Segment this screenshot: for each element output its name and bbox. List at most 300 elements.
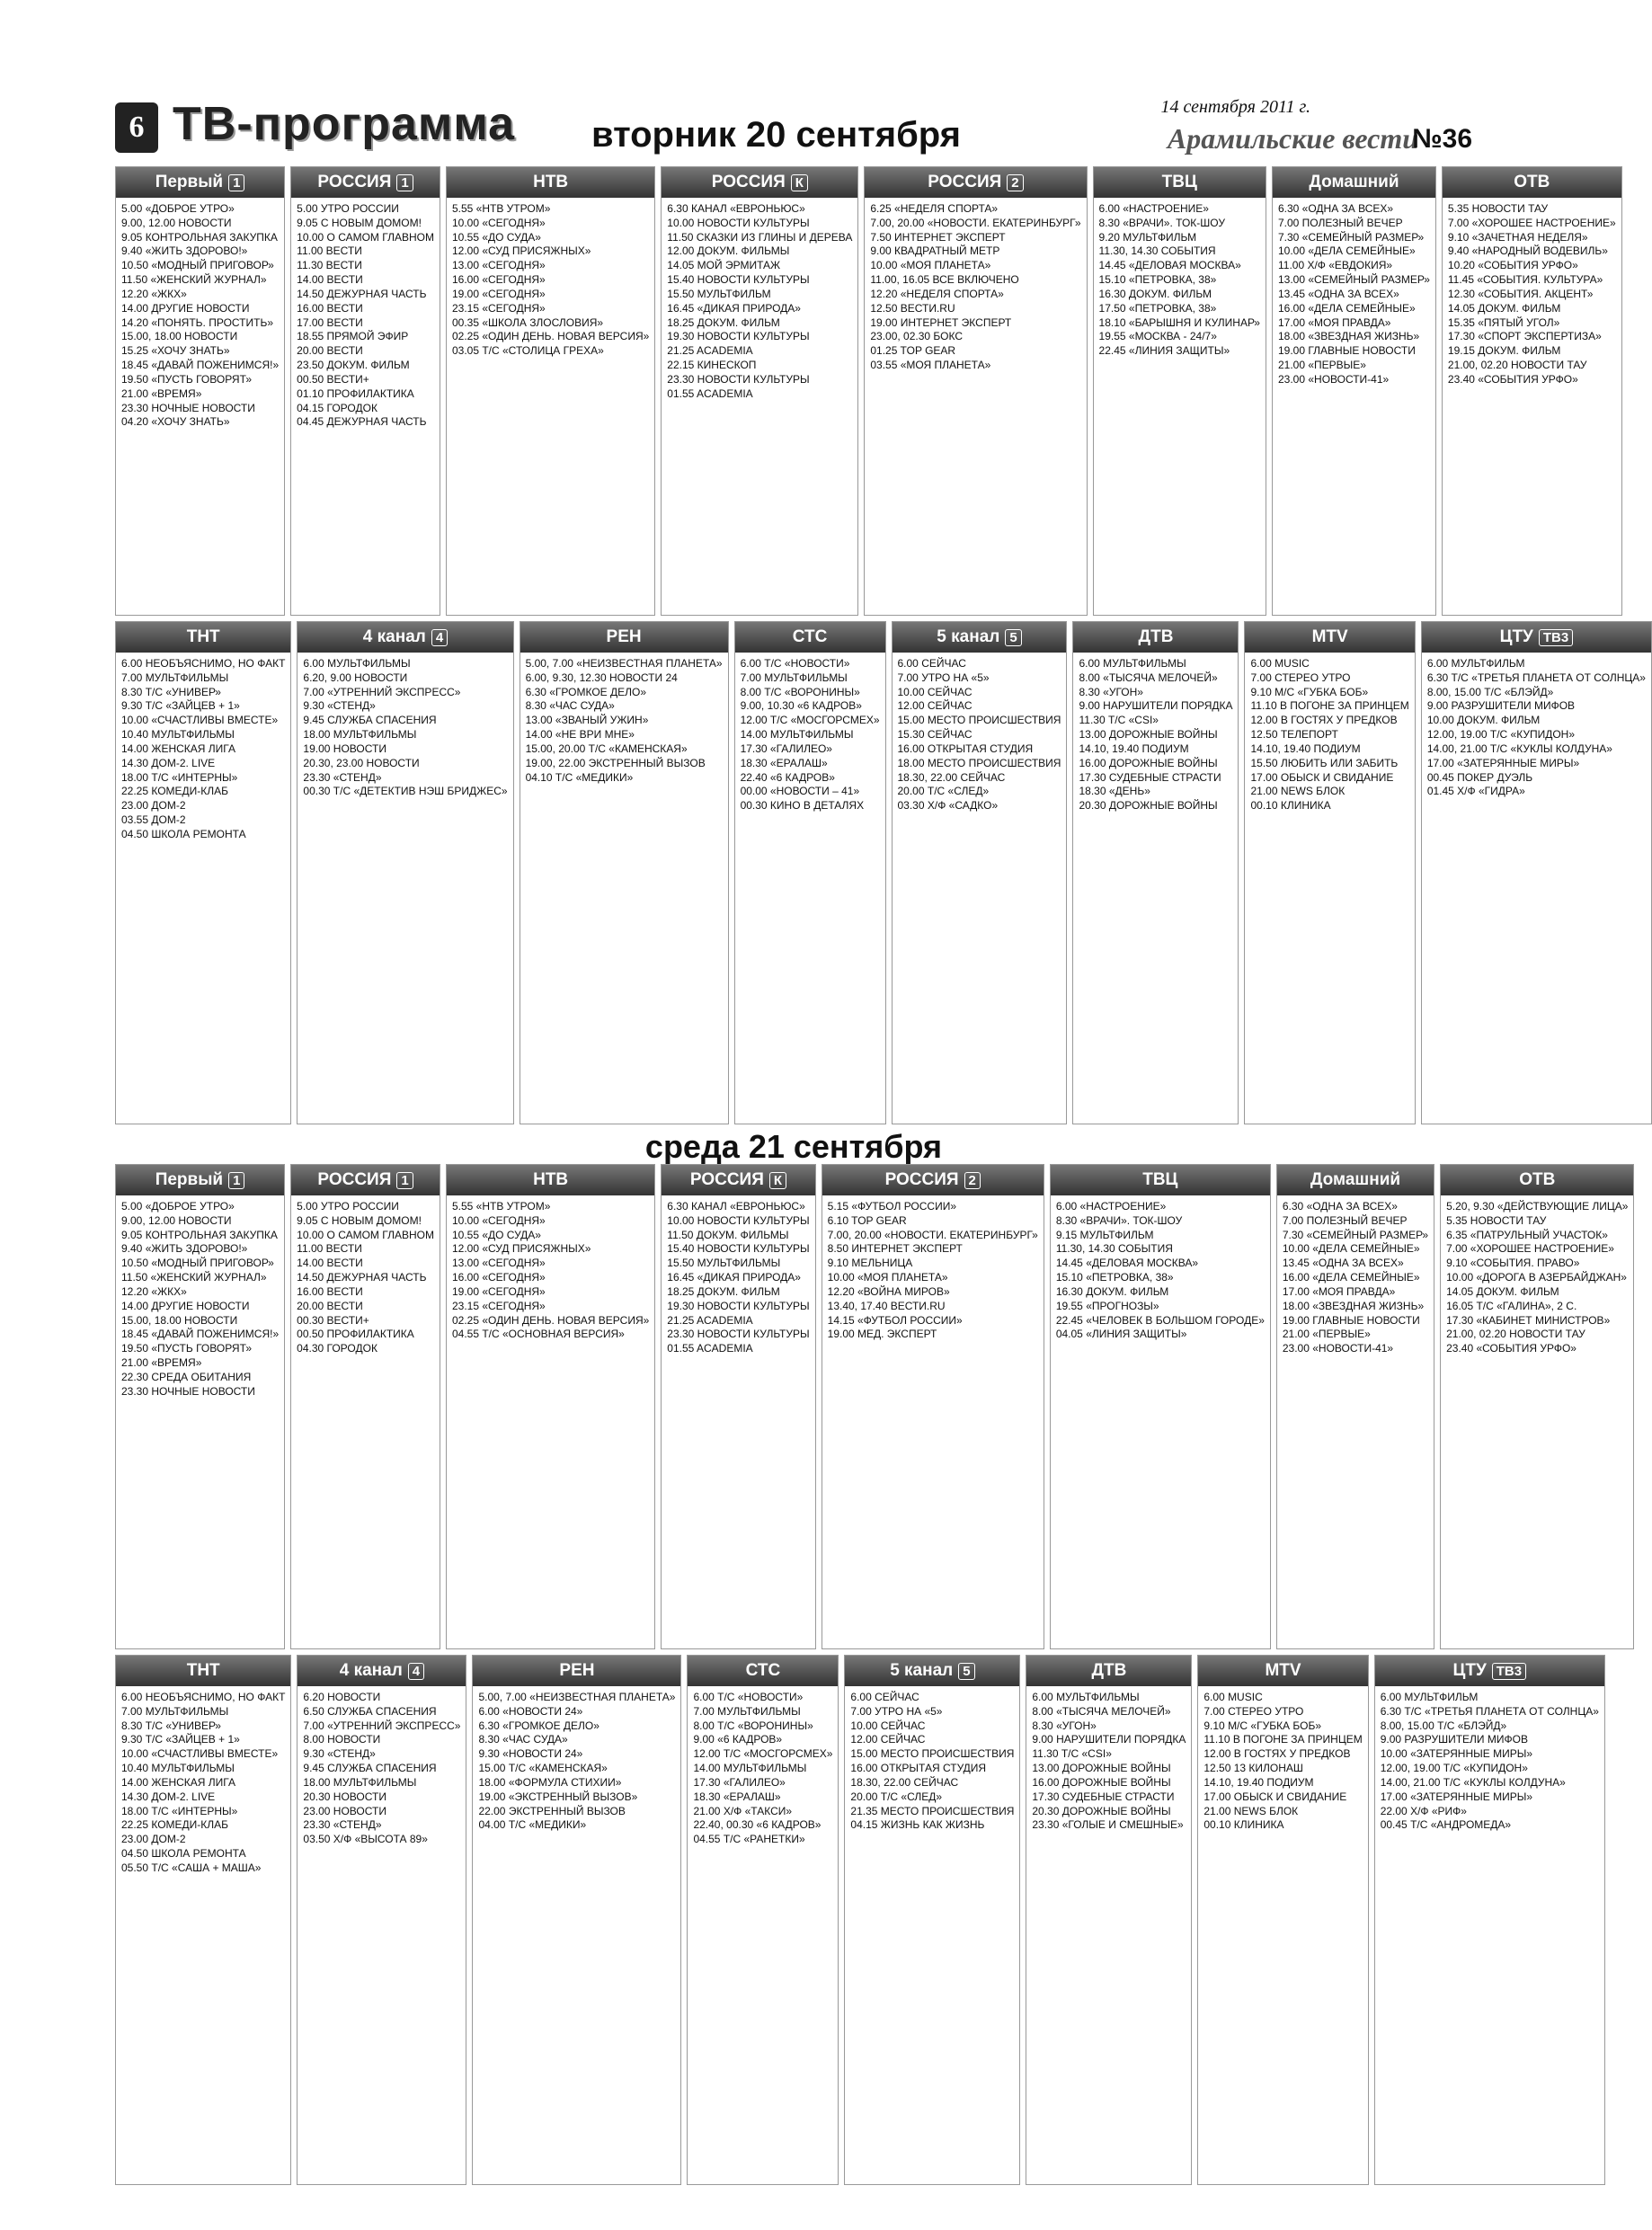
- program-list: [1051, 1195, 1270, 1346]
- program-list: [1375, 1686, 1604, 1837]
- program-item: 17.00 «ЗАТЕРЯННЫЕ МИРЫ»: [1380, 1790, 1533, 1803]
- program-item: 19.50 «ПУСТЬ ГОВОРЯТ»: [121, 1342, 253, 1355]
- program-item: 16.00 «СЕГОДНЯ»: [451, 273, 546, 287]
- program-item: 12.50 ВЕСТИ.RU: [870, 301, 955, 315]
- program-item: 16.00 ДОРОЖНЫЕ ВОЙНЫ: [1032, 1775, 1171, 1789]
- channel-logo: 1: [396, 1172, 413, 1189]
- program-item: 18.25 ДОКУМ. ФИЛЬМ: [667, 315, 780, 329]
- program-item: 23.30 «СТЕНД»: [303, 770, 382, 784]
- program-item: 15.40 НОВОСТИ КУЛЬТУРЫ: [667, 1242, 810, 1256]
- channel-name: РОССИЯ: [928, 173, 1002, 191]
- program-list: [893, 653, 1067, 818]
- channel-name: ТВЦ: [1161, 173, 1197, 191]
- program-item: 10.00 «МОЯ ПЛАНЕТА»: [827, 1271, 948, 1284]
- program-item: 14.00 «НЕ ВРИ МНЕ»: [525, 728, 635, 742]
- program-item: 11.00 Х/Ф «ЕВДОКИЯ»: [1277, 259, 1393, 272]
- program-item: 21.00 «ПЕРВЫЕ»: [1282, 1328, 1371, 1341]
- channel-column: [687, 1655, 839, 2185]
- program-item: 8.30 «ЧАС СУДА»: [478, 1733, 568, 1746]
- program-item: 16.30 ДОКУМ. ФИЛЬМ: [1055, 1284, 1169, 1298]
- program-item: 7.00 «УТРЕННИЙ ЭКСПРЕСС»: [303, 685, 461, 698]
- program-item: 17.00 «МОЯ ПРАВДА»: [1282, 1284, 1396, 1298]
- program-item: 22.00 ЭКСТРЕННЫЙ ВЫЗОВ: [478, 1804, 626, 1817]
- program-item: 23.40 «СОБЫТИЯ УРФО»: [1446, 1342, 1577, 1355]
- program-item: 12.50 13 КИЛОНАШ: [1203, 1762, 1303, 1775]
- program-item: 04.10 Т/С «МЕДИКИ»: [525, 770, 634, 784]
- program-item: 14.10, 19.40 ПОДИУМ: [1203, 1775, 1314, 1789]
- program-item: 6.00 «НАСТРОЕНИЕ»: [1055, 1200, 1167, 1213]
- program-item: 7.00 МУЛЬТФИЛЬМЫ: [693, 1704, 801, 1718]
- program-item: 02.25 «ОДИН ДЕНЬ. НОВАЯ ВЕРСИЯ»: [451, 330, 650, 343]
- program-item: 15.35 «ПЯТЫЙ УГОЛ»: [1447, 315, 1560, 329]
- program-item: 6.00 MUSIC: [1203, 1691, 1263, 1703]
- program-item: 22.45 «ЧЕЛОВЕК В БОЛЬШОМ ГОРОДЕ»: [1055, 1313, 1265, 1327]
- program-item: 7.00 МУЛЬТФИЛЬМЫ: [740, 671, 848, 684]
- program-item: 10.40 МУЛЬТФИЛЬМЫ: [121, 728, 235, 742]
- program-item: 7.00 СТЕРЕО УТРО: [1250, 671, 1351, 684]
- program-item: 9.40 «ЖИТЬ ЗДОРОВО!»: [121, 244, 248, 258]
- program-item: 13.45 «ОДНА ЗА ВСЕХ»: [1282, 1257, 1404, 1270]
- program-item: 23.30 НОЧНЫЕ НОВОСТИ: [121, 1384, 255, 1398]
- program-item: 10.00 О САМОМ ГЛАВНОМ: [297, 230, 434, 244]
- channels-grid-bottom: [115, 1655, 1599, 2185]
- day-title-wednesday: среда 21 сентября: [633, 1128, 955, 1165]
- program-item: 11.30 Т/С «CSI»: [1032, 1747, 1112, 1761]
- program-item: 03.30 Х/Ф «САДКО»: [897, 799, 999, 813]
- page-number: 6: [115, 102, 158, 153]
- program-item: 5.00 УТРО РОССИИ: [297, 202, 399, 215]
- program-item: 20.30 ДОРОЖНЫЕ ВОЙНЫ: [1032, 1804, 1171, 1817]
- channel-column: [446, 166, 655, 616]
- program-item: 14.15 «ФУТБОЛ РОССИИ»: [827, 1313, 963, 1327]
- program-item: 9.30 Т/С «ЗАЙЦЕВ + 1»: [121, 699, 240, 713]
- channel-logo: 4: [431, 629, 448, 646]
- program-item: 10.00 «МОЯ ПЛАНЕТА»: [870, 259, 991, 272]
- program-item: 18.00 Т/С «ИНТЕРНЫ»: [121, 1804, 238, 1817]
- program-item: 20.00 Т/С «СЛЕД»: [850, 1790, 943, 1803]
- channel-header: [116, 1656, 290, 1686]
- program-item: 9.30 «СТЕНД»: [303, 699, 376, 713]
- program-item: 14.45 «ДЕЛОВАЯ МОСКВА»: [1055, 1257, 1199, 1270]
- program-item: 5.35 НОВОСТИ ТАУ: [1446, 1213, 1547, 1227]
- program-item: 14.00 ВЕСТИ: [297, 273, 363, 287]
- program-item: 5.15 «ФУТБОЛ РОССИИ»: [827, 1200, 957, 1213]
- program-item: 10.00 О САМОМ ГЛАВНОМ: [297, 1228, 434, 1241]
- program-item: 19.00 МЕД. ЭКСПЕРТ: [827, 1328, 937, 1341]
- program-item: 15.00, 18.00 НОВОСТИ: [121, 1313, 238, 1327]
- program-item: 10.00 «СЕГОДНЯ»: [451, 1213, 546, 1227]
- channel-name: РЕН: [559, 1661, 595, 1680]
- channel-logo: ТВ3: [1539, 629, 1573, 646]
- channel-logo: ТВ3: [1492, 1663, 1526, 1680]
- channel-column: [1421, 621, 1652, 1124]
- program-item: 20.00 ВЕСТИ: [297, 344, 363, 358]
- program-item: 9.00 КВАДРАТНЫЙ МЕТР: [870, 244, 1000, 258]
- program-item: 12.00 «СУД ПРИСЯЖНЫХ»: [451, 1242, 591, 1256]
- program-item: 9.00, 10.30 «6 КАДРОВ»: [740, 699, 862, 713]
- program-item: 8.30 «УГОН»: [1032, 1719, 1097, 1732]
- program-item: 5.20, 9.30 «ДЕЙСТВУЮЩИЕ ЛИЦА»: [1446, 1200, 1629, 1213]
- section-title: ТВ-программа: [173, 98, 516, 150]
- program-item: 00.30 ВЕСТИ+: [297, 1313, 369, 1327]
- program-item: 11.00, 16.05 ВСЕ ВКЛЮЧЕНО: [870, 273, 1019, 287]
- program-item: 12.20 «ЖКХ»: [121, 287, 187, 300]
- program-item: 00.45 ПОКЕР ДУЭЛЬ: [1426, 770, 1533, 784]
- program-item: 01.55 ACADEMIA: [667, 1342, 753, 1355]
- channel-header: [473, 1656, 680, 1686]
- channel-logo: 1: [228, 174, 244, 191]
- program-item: 12.50 ТЕЛЕПОРТ: [1250, 728, 1338, 742]
- program-item: 6.00 МУЛЬТФИЛЬМЫ: [1079, 657, 1186, 670]
- channel-header: [1051, 1165, 1270, 1195]
- program-item: 00.10 КЛИНИКА: [1203, 1818, 1284, 1832]
- program-item: 16.00 «ДЕЛА СЕМЕЙНЫЕ»: [1277, 301, 1416, 315]
- program-item: 15.30 СЕЙЧАС: [897, 728, 973, 742]
- program-list: [1441, 1195, 1633, 1361]
- program-item: 00.35 «ШКОЛА ЗЛОСЛОВИЯ»: [451, 315, 604, 329]
- program-item: 8.30 «ВРАЧИ». ТОК-ШОУ: [1055, 1213, 1183, 1227]
- program-item: 15.00, 18.00 НОВОСТИ: [121, 330, 238, 343]
- program-item: 21.00 «ВРЕМЯ»: [121, 1356, 202, 1370]
- program-item: 9.05 КОНТРОЛЬНАЯ ЗАКУПКА: [121, 1228, 278, 1241]
- program-item: 11.10 В ПОГОНЕ ЗА ПРИНЦЕМ: [1203, 1733, 1363, 1746]
- day-title-tuesday: вторник 20 сентября: [591, 115, 962, 155]
- program-item: 9.00 «6 КАДРОВ»: [693, 1733, 783, 1746]
- program-item: 5.00 «ДОБРОЕ УТРО»: [121, 202, 235, 215]
- program-item: 20.30 ДОРОЖНЫЕ ВОЙНЫ: [1079, 799, 1218, 813]
- program-item: 18.00 Т/С «ИНТЕРНЫ»: [121, 770, 238, 784]
- program-list: [520, 653, 728, 789]
- program-item: 00.30 КИНО В ДЕТАЛЯХ: [740, 799, 865, 813]
- program-item: 6.30 «ОДНА ЗА ВСЕХ»: [1282, 1200, 1398, 1213]
- program-item: 13.00 «СЕГОДНЯ»: [451, 259, 546, 272]
- channel-header: [662, 167, 857, 198]
- channel-header: [1422, 622, 1651, 653]
- program-item: 03.05 Т/С «СТОЛИЦА ГРЕХА»: [451, 344, 604, 358]
- program-item: 04.05 «ЛИНИЯ ЗАЩИТЫ»: [1055, 1328, 1187, 1341]
- masthead: [115, 97, 1472, 160]
- channel-header: [822, 1165, 1044, 1195]
- program-item: 6.30 «ОДНА ЗА ВСЕХ»: [1277, 202, 1394, 215]
- program-item: 23.30 НОЧНЫЕ НОВОСТИ: [121, 401, 255, 414]
- channel-header: [1026, 1656, 1191, 1686]
- program-item: 9.20 МУЛЬТФИЛЬМ: [1098, 230, 1197, 244]
- program-item: 18.30, 22.00 СЕЙЧАС: [897, 770, 1006, 784]
- channel-header: [298, 622, 512, 653]
- channel-column: [115, 166, 285, 616]
- program-item: 16.30 ДОКУМ. ФИЛЬМ: [1098, 287, 1212, 300]
- program-item: 12.20 «ВОЙНА МИРОВ»: [827, 1284, 950, 1298]
- program-item: 11.50 «ЖЕНСКИЙ ЖУРНАЛ»: [121, 273, 267, 287]
- program-item: 13.45 «ОДНА ЗА ВСЕХ»: [1277, 287, 1399, 300]
- channel-header: [447, 167, 654, 198]
- program-item: 11.00 ВЕСТИ: [297, 1242, 362, 1256]
- program-item: 14.00 ЖЕНСКАЯ ЛИГА: [121, 742, 235, 755]
- program-item: 18.45 «ДАВАЙ ПОЖЕНИМСЯ!»: [121, 359, 280, 372]
- program-item: 10.00 «ДЕЛА СЕМЕЙНЫЕ»: [1282, 1242, 1420, 1256]
- channel-header: [447, 1165, 654, 1195]
- program-item: 6.50 СЛУЖБА СПАСЕНИЯ: [303, 1704, 437, 1718]
- program-item: 10.00 «СЧАСТЛИВЫ ВМЕСТЕ»: [121, 714, 279, 727]
- program-item: 11.45 «СОБЫТИЯ. КУЛЬТУРА»: [1447, 273, 1603, 287]
- program-item: 03.50 Х/Ф «ВЫСОТА 89»: [303, 1833, 428, 1846]
- program-list: [822, 1195, 1044, 1346]
- program-item: 04.45 ДЕЖУРНАЯ ЧАСТЬ: [297, 415, 427, 429]
- program-item: 20.00 Т/С «СЛЕД»: [897, 785, 990, 798]
- program-item: 7.00 ПОЛЕЗНЫЙ ВЕЧЕР: [1277, 216, 1403, 229]
- program-item: 14.30 ДОМ-2. LIVE: [121, 1790, 216, 1803]
- program-item: 7.50 ИНТЕРНЕТ ЭКСПЕРТ: [870, 230, 1006, 244]
- program-item: 8.00 Т/С «ВОРОНИНЫ»: [740, 685, 860, 698]
- program-item: 23.00 «НОВОСТИ-41»: [1282, 1342, 1394, 1355]
- channel-column: [115, 1655, 291, 2185]
- program-item: 9.10 М/С «ГУБКА БОБ»: [1250, 685, 1369, 698]
- program-list: [688, 1686, 838, 1852]
- program-item: 9.00, 12.00 НОВОСТИ: [121, 216, 232, 229]
- program-item: 04.30 ГОРОДОК: [297, 1342, 377, 1355]
- program-item: 13.00 «СЕГОДНЯ»: [451, 1257, 546, 1270]
- channel-name: 4 канал: [339, 1661, 403, 1680]
- program-item: 9.15 МУЛЬТФИЛЬМ: [1055, 1228, 1154, 1241]
- channel-column: [822, 1164, 1044, 1649]
- channel-name: РЕН: [606, 627, 642, 646]
- program-item: 7.00 МУЛЬТФИЛЬМЫ: [121, 671, 229, 684]
- program-item: 6.30 КАНАЛ «ЕВРОНЬЮС»: [667, 1200, 805, 1213]
- program-item: 10.50 «МОДНЫЙ ПРИГОВОР»: [121, 259, 274, 272]
- program-item: 17.00 «МОЯ ПРАВДА»: [1277, 315, 1391, 329]
- channel-header: [520, 622, 728, 653]
- program-item: 15.10 «ПЕТРОВКА, 38»: [1055, 1271, 1174, 1284]
- program-item: 14.00 ДРУГИЕ НОВОСТИ: [121, 301, 250, 315]
- channel-column: [297, 621, 513, 1124]
- channel-column: [864, 166, 1087, 616]
- program-item: 12.20 «НЕДЕЛЯ СПОРТА»: [870, 287, 1004, 300]
- program-list: [298, 1686, 466, 1852]
- channel-name: 5 канал: [890, 1661, 954, 1680]
- program-item: 16.00 «СЕГОДНЯ»: [451, 1271, 546, 1284]
- program-item: 17.30 «СПОРТ ЭКСПЕРТИЗА»: [1447, 330, 1602, 343]
- program-item: 18.00 «ЗВЕЗДНАЯ ЖИЗНЬ»: [1277, 330, 1420, 343]
- channel-name: ОТВ: [1519, 1170, 1556, 1189]
- program-item: 8.30 «ЧАС СУДА»: [525, 699, 615, 713]
- channel-column: [446, 1164, 655, 1649]
- program-list: [1273, 198, 1435, 392]
- program-item: 6.00 МУЛЬТФИЛЬМ: [1426, 657, 1525, 670]
- program-item: 7.30 «СЕМЕЙНЫЙ РАЗМЕР»: [1277, 230, 1425, 244]
- program-item: 19.30 НОВОСТИ КУЛЬТУРЫ: [667, 330, 810, 343]
- program-item: 16.00 ОТКРЫТАЯ СТУДИЯ: [850, 1762, 987, 1775]
- program-item: 12.00 Т/С «МОСГОРСМЕХ»: [693, 1747, 833, 1761]
- channel-header: [1094, 167, 1266, 198]
- program-item: 10.55 «ДО СУДА»: [451, 230, 541, 244]
- program-item: 14.10, 19.40 ПОДИУМ: [1250, 742, 1361, 755]
- program-item: 15.10 «ПЕТРОВКА, 38»: [1098, 273, 1217, 287]
- channel-name: MTV: [1265, 1661, 1301, 1680]
- program-list: [116, 1686, 290, 1880]
- program-item: 22.40, 00.30 «6 КАДРОВ»: [693, 1818, 822, 1832]
- program-item: 8.50 ИНТЕРНЕТ ЭКСПЕРТ: [827, 1242, 963, 1256]
- program-item: 6.20 НОВОСТИ: [303, 1691, 381, 1703]
- program-item: 21.25 ACADEMIA: [667, 344, 753, 358]
- channel-header: [688, 1656, 838, 1686]
- program-item: 6.30 «ГРОМКОЕ ДЕЛО»: [478, 1719, 600, 1732]
- program-item: 9.10 МЕЛЬНИЦА: [827, 1257, 913, 1270]
- channel-header: [116, 622, 290, 653]
- program-item: 10.00 «ЗАТЕРЯННЫЕ МИРЫ»: [1380, 1747, 1533, 1761]
- program-item: 10.55 «ДО СУДА»: [451, 1228, 541, 1241]
- program-item: 5.55 «НТВ УТРОМ»: [451, 1200, 551, 1213]
- channel-header: [291, 1165, 440, 1195]
- program-item: 19.00 НОВОСТИ: [303, 742, 386, 755]
- program-item: 23.30 «ГОЛЫЕ И СМЕШНЫЕ»: [1032, 1818, 1184, 1832]
- program-item: 16.00 ВЕСТИ: [297, 1284, 363, 1298]
- program-item: 17.00 «ЗАТЕРЯННЫЕ МИРЫ»: [1426, 756, 1580, 769]
- program-item: 04.20 «ХОЧУ ЗНАТЬ»: [121, 415, 230, 429]
- program-item: 9.10 «ЗАЧЕТНАЯ НЕДЕЛЯ»: [1447, 230, 1588, 244]
- program-item: 12.00 ДОКУМ. ФИЛЬМЫ: [667, 244, 790, 258]
- channel-column: [734, 621, 886, 1124]
- program-item: 5.00, 7.00 «НЕИЗВЕСТНАЯ ПЛАНЕТА»: [525, 657, 723, 670]
- program-item: 21.35 МЕСТО ПРОИСШЕСТВИЯ: [850, 1804, 1015, 1817]
- program-item: 14.10, 19.40 ПОДИУМ: [1079, 742, 1189, 755]
- program-item: 14.50 ДЕЖУРНАЯ ЧАСТЬ: [297, 287, 427, 300]
- program-item: 10.50 «МОДНЫЙ ПРИГОВОР»: [121, 1257, 274, 1270]
- program-list: [662, 1195, 814, 1361]
- program-item: 6.00 МУЛЬТФИЛЬМЫ: [303, 657, 411, 670]
- program-item: 19.00, 22.00 ЭКСТРЕННЫЙ ВЫЗОВ: [525, 756, 706, 769]
- channel-name: РОССИЯ: [317, 1170, 392, 1189]
- program-item: 04.15 ЖИЗНЬ КАК ЖИЗНЬ: [850, 1818, 985, 1832]
- program-item: 11.30 ВЕСТИ: [297, 259, 362, 272]
- channel-name: MTV: [1311, 627, 1348, 646]
- channel-name: ЦТУ: [1452, 1661, 1487, 1680]
- program-item: 8.00 НОВОСТИ: [303, 1733, 381, 1746]
- program-item: 7.00, 20.00 «НОВОСТИ. ЕКАТЕРИНБУРГ»: [870, 216, 1081, 229]
- channel-header: [662, 1165, 814, 1195]
- channel-header: [865, 167, 1086, 198]
- program-item: 22.15 КИНЕСКОП: [667, 359, 757, 372]
- newspaper-name: Арамильские вести: [1167, 122, 1418, 155]
- program-item: 10.00 ДОКУМ. ФИЛЬМ: [1426, 714, 1541, 727]
- program-item: 14.00 ДРУГИЕ НОВОСТИ: [121, 1299, 250, 1312]
- channel-name: СТС: [792, 627, 828, 646]
- program-item: 15.50 ЛЮБИТЬ ИЛИ ЗАБИТЬ: [1250, 756, 1399, 769]
- channel-name: 4 канал: [362, 627, 426, 646]
- channel-logo: К: [791, 174, 808, 191]
- channel-column: [472, 1655, 681, 2185]
- program-item: 18.55 ПРЯМОЙ ЭФИР: [297, 330, 409, 343]
- program-item: 6.00 Т/С «НОВОСТИ»: [693, 1691, 804, 1703]
- program-item: 22.40 «6 КАДРОВ»: [740, 770, 835, 784]
- program-item: 19.00 ИНТЕРНЕТ ЭКСПЕРТ: [870, 315, 1012, 329]
- channel-column: [1072, 621, 1239, 1124]
- program-item: 05.50 Т/С «САША + МАША»: [121, 1861, 262, 1874]
- program-list: [291, 1195, 440, 1361]
- channel-column: [520, 621, 729, 1124]
- program-item: 20.30, 23.00 НОВОСТИ: [303, 756, 420, 769]
- channel-column: [1442, 166, 1622, 616]
- program-item: 11.30, 14.30 СОБЫТИЯ: [1055, 1242, 1173, 1256]
- program-item: 19.50 «ПУСТЬ ГОВОРЯТ»: [121, 372, 253, 386]
- program-item: 6.30 «ГРОМКОЕ ДЕЛО»: [525, 685, 647, 698]
- program-item: 23.00 ДОМ-2: [121, 799, 186, 813]
- program-item: 14.00 МУЛЬТФИЛЬМЫ: [740, 728, 854, 742]
- channel-column: [661, 166, 858, 616]
- channels-grid-bottom: [115, 621, 1646, 1124]
- program-item: 23.30 «СТЕНД»: [303, 1818, 382, 1832]
- program-item: 5.55 «НТВ УТРОМ»: [451, 202, 551, 215]
- channel-header: [893, 622, 1067, 653]
- program-list: [1443, 198, 1621, 392]
- channel-column: [1244, 621, 1415, 1124]
- program-item: 17.30 «ГАЛИЛЕО»: [740, 742, 832, 755]
- program-list: [662, 198, 857, 406]
- program-item: 8.30 Т/С «УНИВЕР»: [121, 1719, 221, 1732]
- program-item: 22.25 КОМЕДИ-КЛАБ: [121, 1818, 229, 1832]
- program-item: 14.00, 21.00 Т/С «КУКЛЫ КОЛДУНА»: [1426, 742, 1612, 755]
- program-item: 23.00 «НОВОСТИ-41»: [1277, 372, 1390, 386]
- program-item: 9.30 «НОВОСТИ 24»: [478, 1747, 583, 1761]
- program-item: 14.20 «ПОНЯТЬ. ПРОСТИТЬ»: [121, 315, 274, 329]
- program-item: 03.55 «МОЯ ПЛАНЕТА»: [870, 359, 991, 372]
- program-item: 7.00 МУЛЬТФИЛЬМЫ: [121, 1704, 229, 1718]
- program-item: 10.00 «СЧАСТЛИВЫ ВМЕСТЕ»: [121, 1747, 279, 1761]
- channel-name: ТНТ: [186, 627, 220, 646]
- program-item: 8.00, 15.00 Т/С «БЛЭЙД»: [1426, 685, 1554, 698]
- program-item: 22.25 КОМЕДИ-КЛАБ: [121, 785, 229, 798]
- channel-name: РОССИЯ: [884, 1170, 959, 1189]
- program-item: 19.00 ГЛАВНЫЕ НОВОСТИ: [1277, 344, 1416, 358]
- program-item: 8.30 Т/С «УНИВЕР»: [121, 685, 221, 698]
- program-list: [1026, 1686, 1191, 1837]
- program-list: [865, 198, 1086, 378]
- channel-name: ЦТУ: [1499, 627, 1533, 646]
- program-list: [116, 1195, 284, 1404]
- program-item: 8.00 Т/С «ВОРОНИНЫ»: [693, 1719, 813, 1732]
- program-item: 12.00 Т/С «МОСГОРСМЕХ»: [740, 714, 880, 727]
- channel-header: [298, 1656, 466, 1686]
- program-item: 12.00 В ГОСТЯХ У ПРЕДКОВ: [1250, 714, 1398, 727]
- day-block-tuesday: [115, 166, 1646, 1124]
- channel-header: [1273, 167, 1435, 198]
- channel-logo: К: [769, 1172, 786, 1189]
- program-item: 13.00 ДОРОЖНЫЕ ВОЙНЫ: [1079, 728, 1218, 742]
- program-item: 16.45 «ДИКАЯ ПРИРОДА»: [667, 301, 801, 315]
- channel-name: Домашний: [1309, 173, 1399, 191]
- program-item: 12.30 «СОБЫТИЯ. АКЦЕНТ»: [1447, 287, 1594, 300]
- program-item: 23.40 «СОБЫТИЯ УРФО»: [1447, 372, 1578, 386]
- program-item: 18.00 «ФОРМУЛА СТИХИИ»: [478, 1775, 622, 1789]
- program-item: 9.40 «НАРОДНЫЙ ВОДЕВИЛЬ»: [1447, 244, 1608, 258]
- program-item: 21.00 NEWS БЛОК: [1203, 1804, 1299, 1817]
- channel-column: [297, 1655, 466, 2185]
- channel-column: [844, 1655, 1020, 2185]
- program-item: 7.00 СТЕРЕО УТРО: [1203, 1704, 1304, 1718]
- program-item: 18.45 «ДАВАЙ ПОЖЕНИМСЯ!»: [121, 1328, 280, 1341]
- program-item: 18.00 «ЗВЕЗДНАЯ ЖИЗНЬ»: [1282, 1299, 1425, 1312]
- channel-logo: 1: [396, 174, 413, 191]
- program-item: 21.00 NEWS БЛОК: [1250, 785, 1346, 798]
- program-item: 15.40 НОВОСТИ КУЛЬТУРЫ: [667, 273, 810, 287]
- program-item: 6.35 «ПАТРУЛЬНЫЙ УЧАСТОК»: [1446, 1228, 1608, 1241]
- channels-grid-top: [115, 166, 1616, 616]
- program-item: 11.30 Т/С «CSI»: [1079, 714, 1159, 727]
- program-item: 11.50 СКАЗКИ ИЗ ГЛИНЫ И ДЕРЕВА: [667, 230, 853, 244]
- channel-header: [735, 622, 885, 653]
- program-item: 14.05 ДОКУМ. ФИЛЬМ: [1446, 1284, 1559, 1298]
- program-item: 6.00 НЕОБЪЯСНИМО, НО ФАКТ: [121, 657, 286, 670]
- program-item: 9.45 СЛУЖБА СПАСЕНИЯ: [303, 1762, 437, 1775]
